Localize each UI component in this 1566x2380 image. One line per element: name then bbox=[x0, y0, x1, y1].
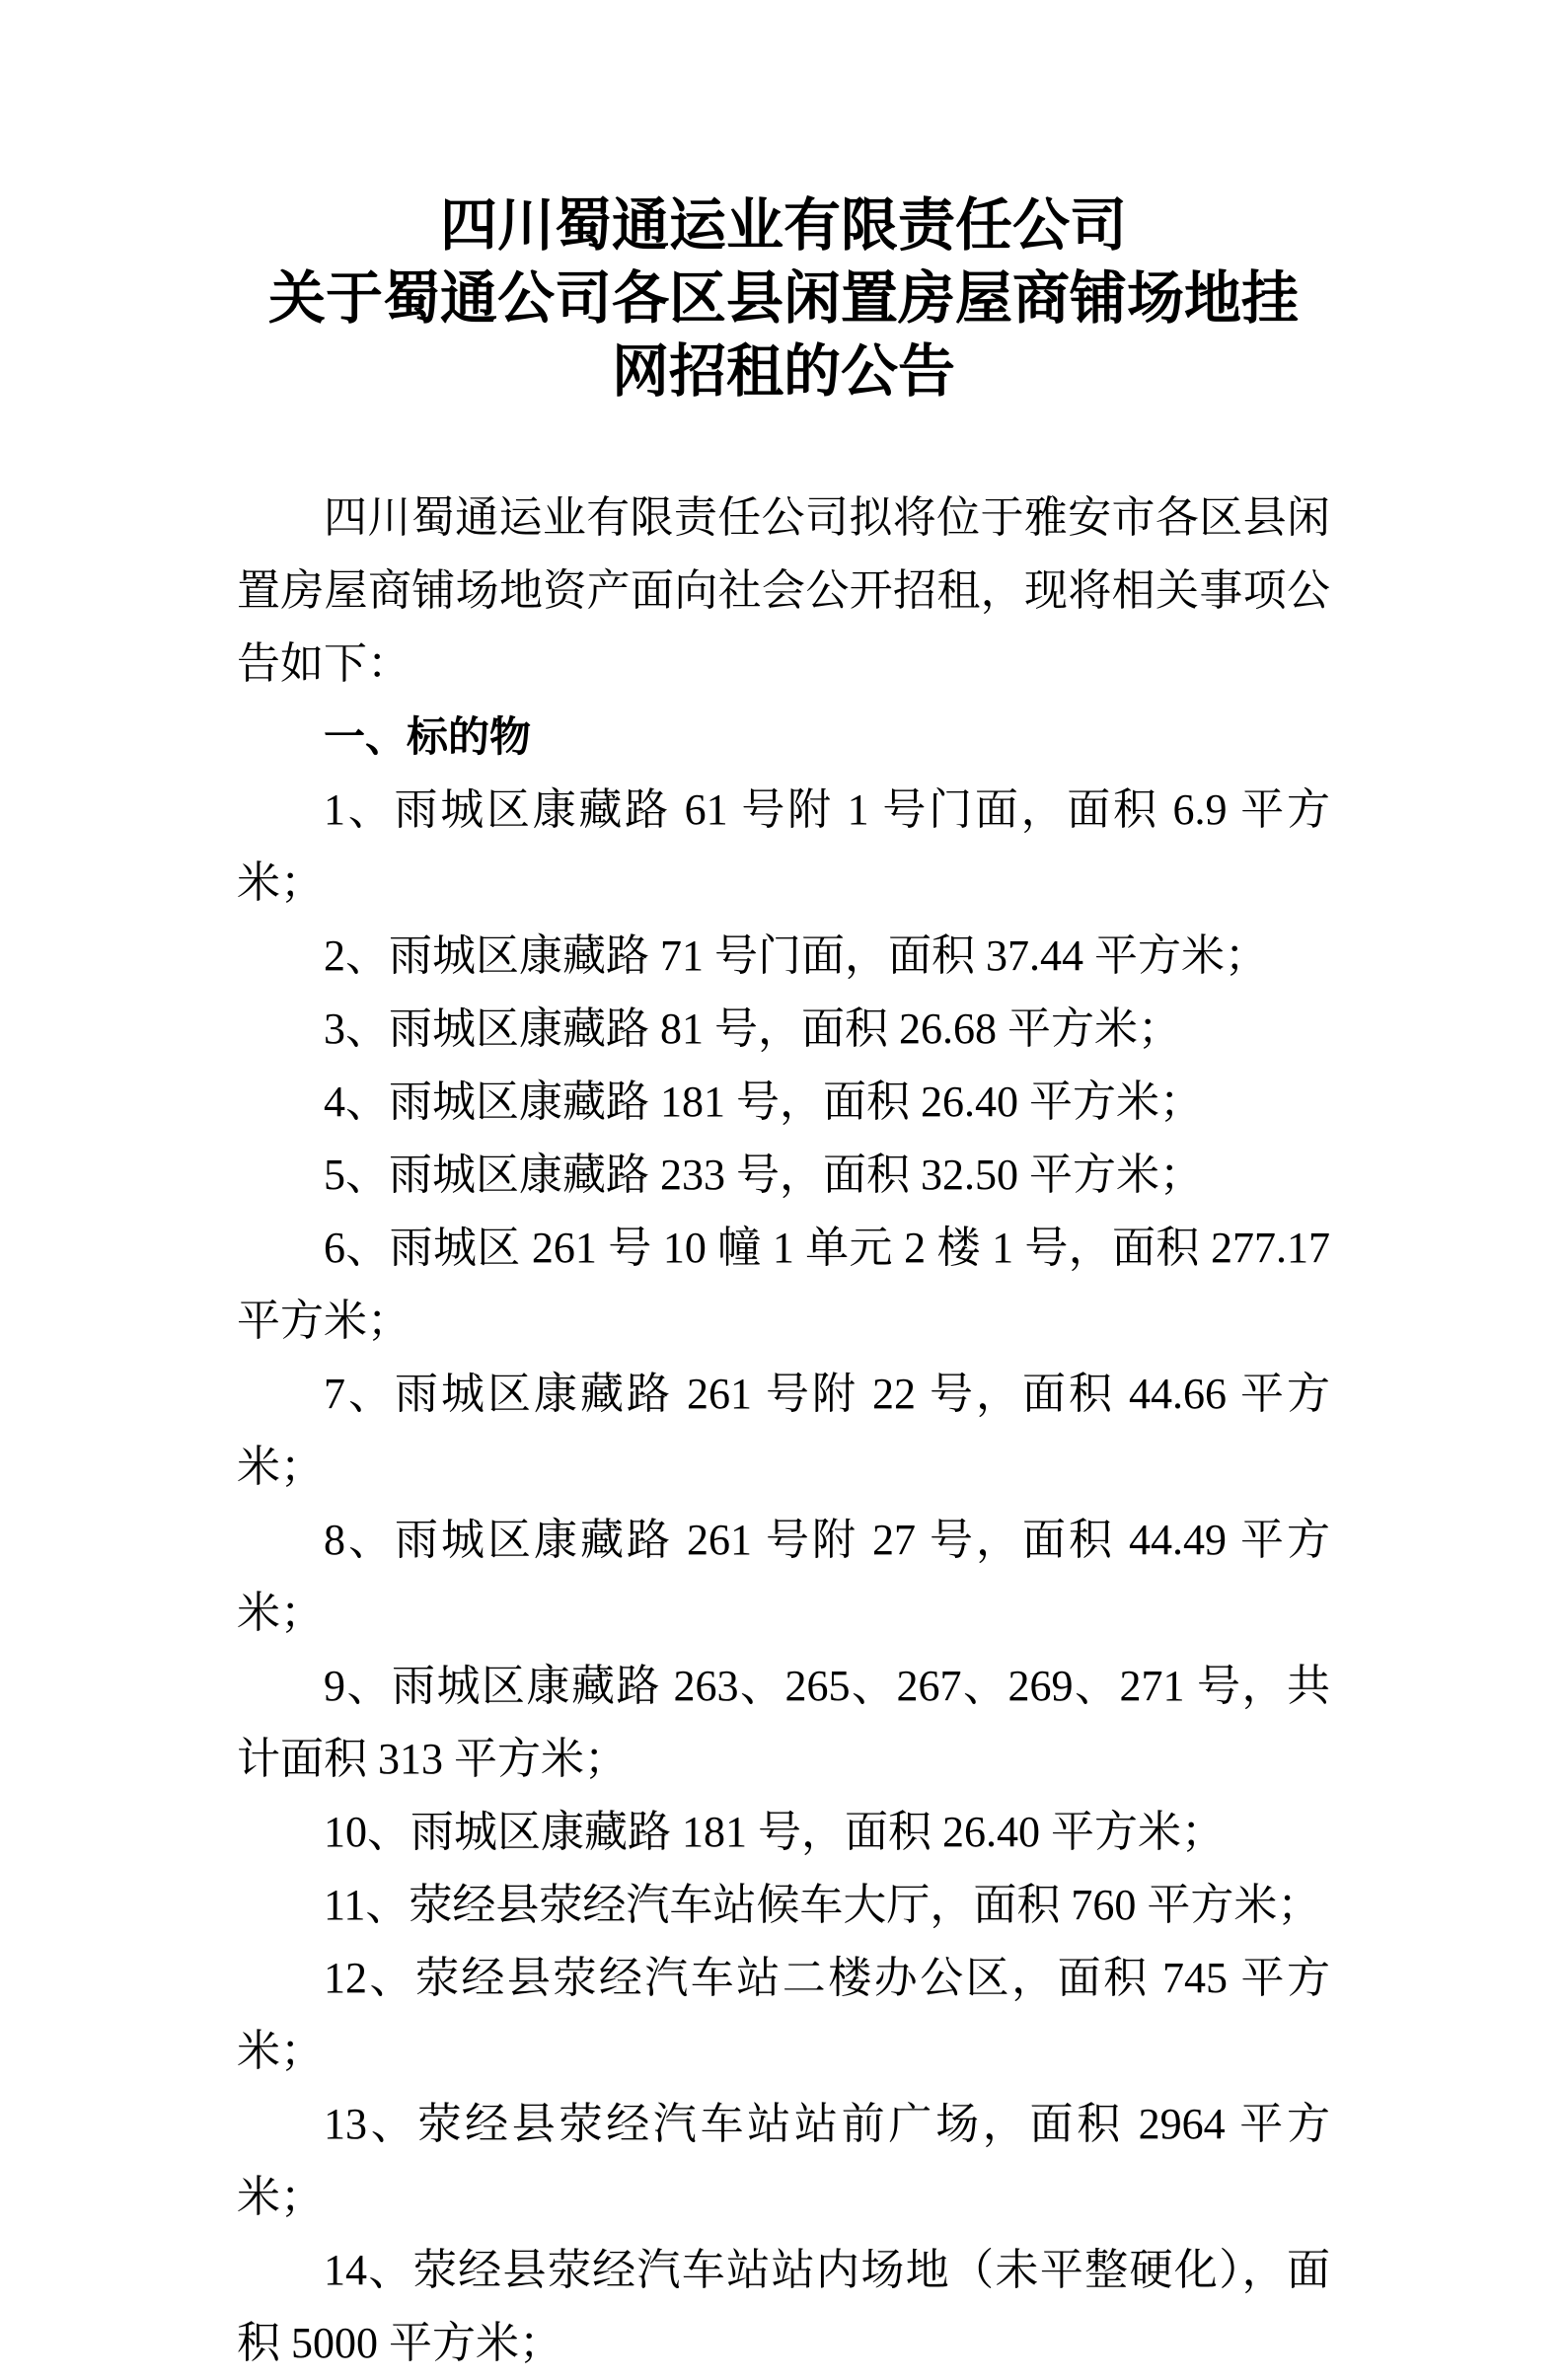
list-item-13: 13、荥经县荥经汽车站站前广场，面积 2964 平方米； bbox=[237, 2100, 1330, 2221]
list-item-8: 8、雨城区康藏路 261 号附 27 号，面积 44.49 平方米； bbox=[237, 1516, 1330, 1637]
list-item-14: 14、荥经县荥经汽车站站内场地（未平整硬化），面积 5000 平方米； bbox=[237, 2246, 1330, 2367]
document-title bbox=[237, 189, 1330, 409]
intro-paragraph: 四川蜀通运业有限责任公司拟将位于雅安市各区县闲置房屋商铺场地资产面向社会公开招租，现将相关事项公告如下： bbox=[237, 493, 1330, 688]
list-item-9: 9、雨城区康藏路 263、265、267、269、271 号，共计面积 313 平方米； bbox=[237, 1662, 1330, 1783]
section-heading: 一、标的物 bbox=[324, 713, 532, 760]
document-title-line-1: 四川蜀通运业有限责任公司 bbox=[439, 193, 1127, 258]
document-title-line-2: 关于蜀通公司各区县闲置房屋商铺场地挂 bbox=[267, 266, 1299, 331]
list-item-7: 7、雨城区康藏路 261 号附 22 号，面积 44.66 平方米； bbox=[237, 1370, 1330, 1491]
list-item-1: 1、雨城区康藏路 61 号附 1 号门面，面积 6.9 平方米； bbox=[237, 785, 1330, 907]
list-item-3: 3、雨城区康藏路 81 号，面积 26.68 平方米； bbox=[324, 1004, 1181, 1053]
list-item-5: 5、雨城区康藏路 233 号，面积 32.50 平方米； bbox=[324, 1151, 1203, 1199]
list-item-11: 11、荥经县荥经汽车站候车大厅，面积 760 平方米； bbox=[324, 1881, 1321, 1929]
document-title-line-3: 网招租的公告 bbox=[611, 339, 955, 404]
list-item-4: 4、雨城区康藏路 181 号，面积 26.40 平方米； bbox=[324, 1078, 1203, 1126]
list-item-6: 6、雨城区 261 号 10 幢 1 单元 2 楼 1 号，面积 277.17 平方米； bbox=[237, 1224, 1330, 1345]
list-item-12: 12、荥经县荥经汽车站二楼办公区，面积 745 平方米； bbox=[237, 1954, 1330, 2075]
list-item-10: 10、雨城区康藏路 181 号，面积 26.40 平方米； bbox=[324, 1808, 1225, 1856]
list-item-2: 2、雨城区康藏路 71 号门面，面积 37.44 平方米； bbox=[324, 931, 1268, 980]
